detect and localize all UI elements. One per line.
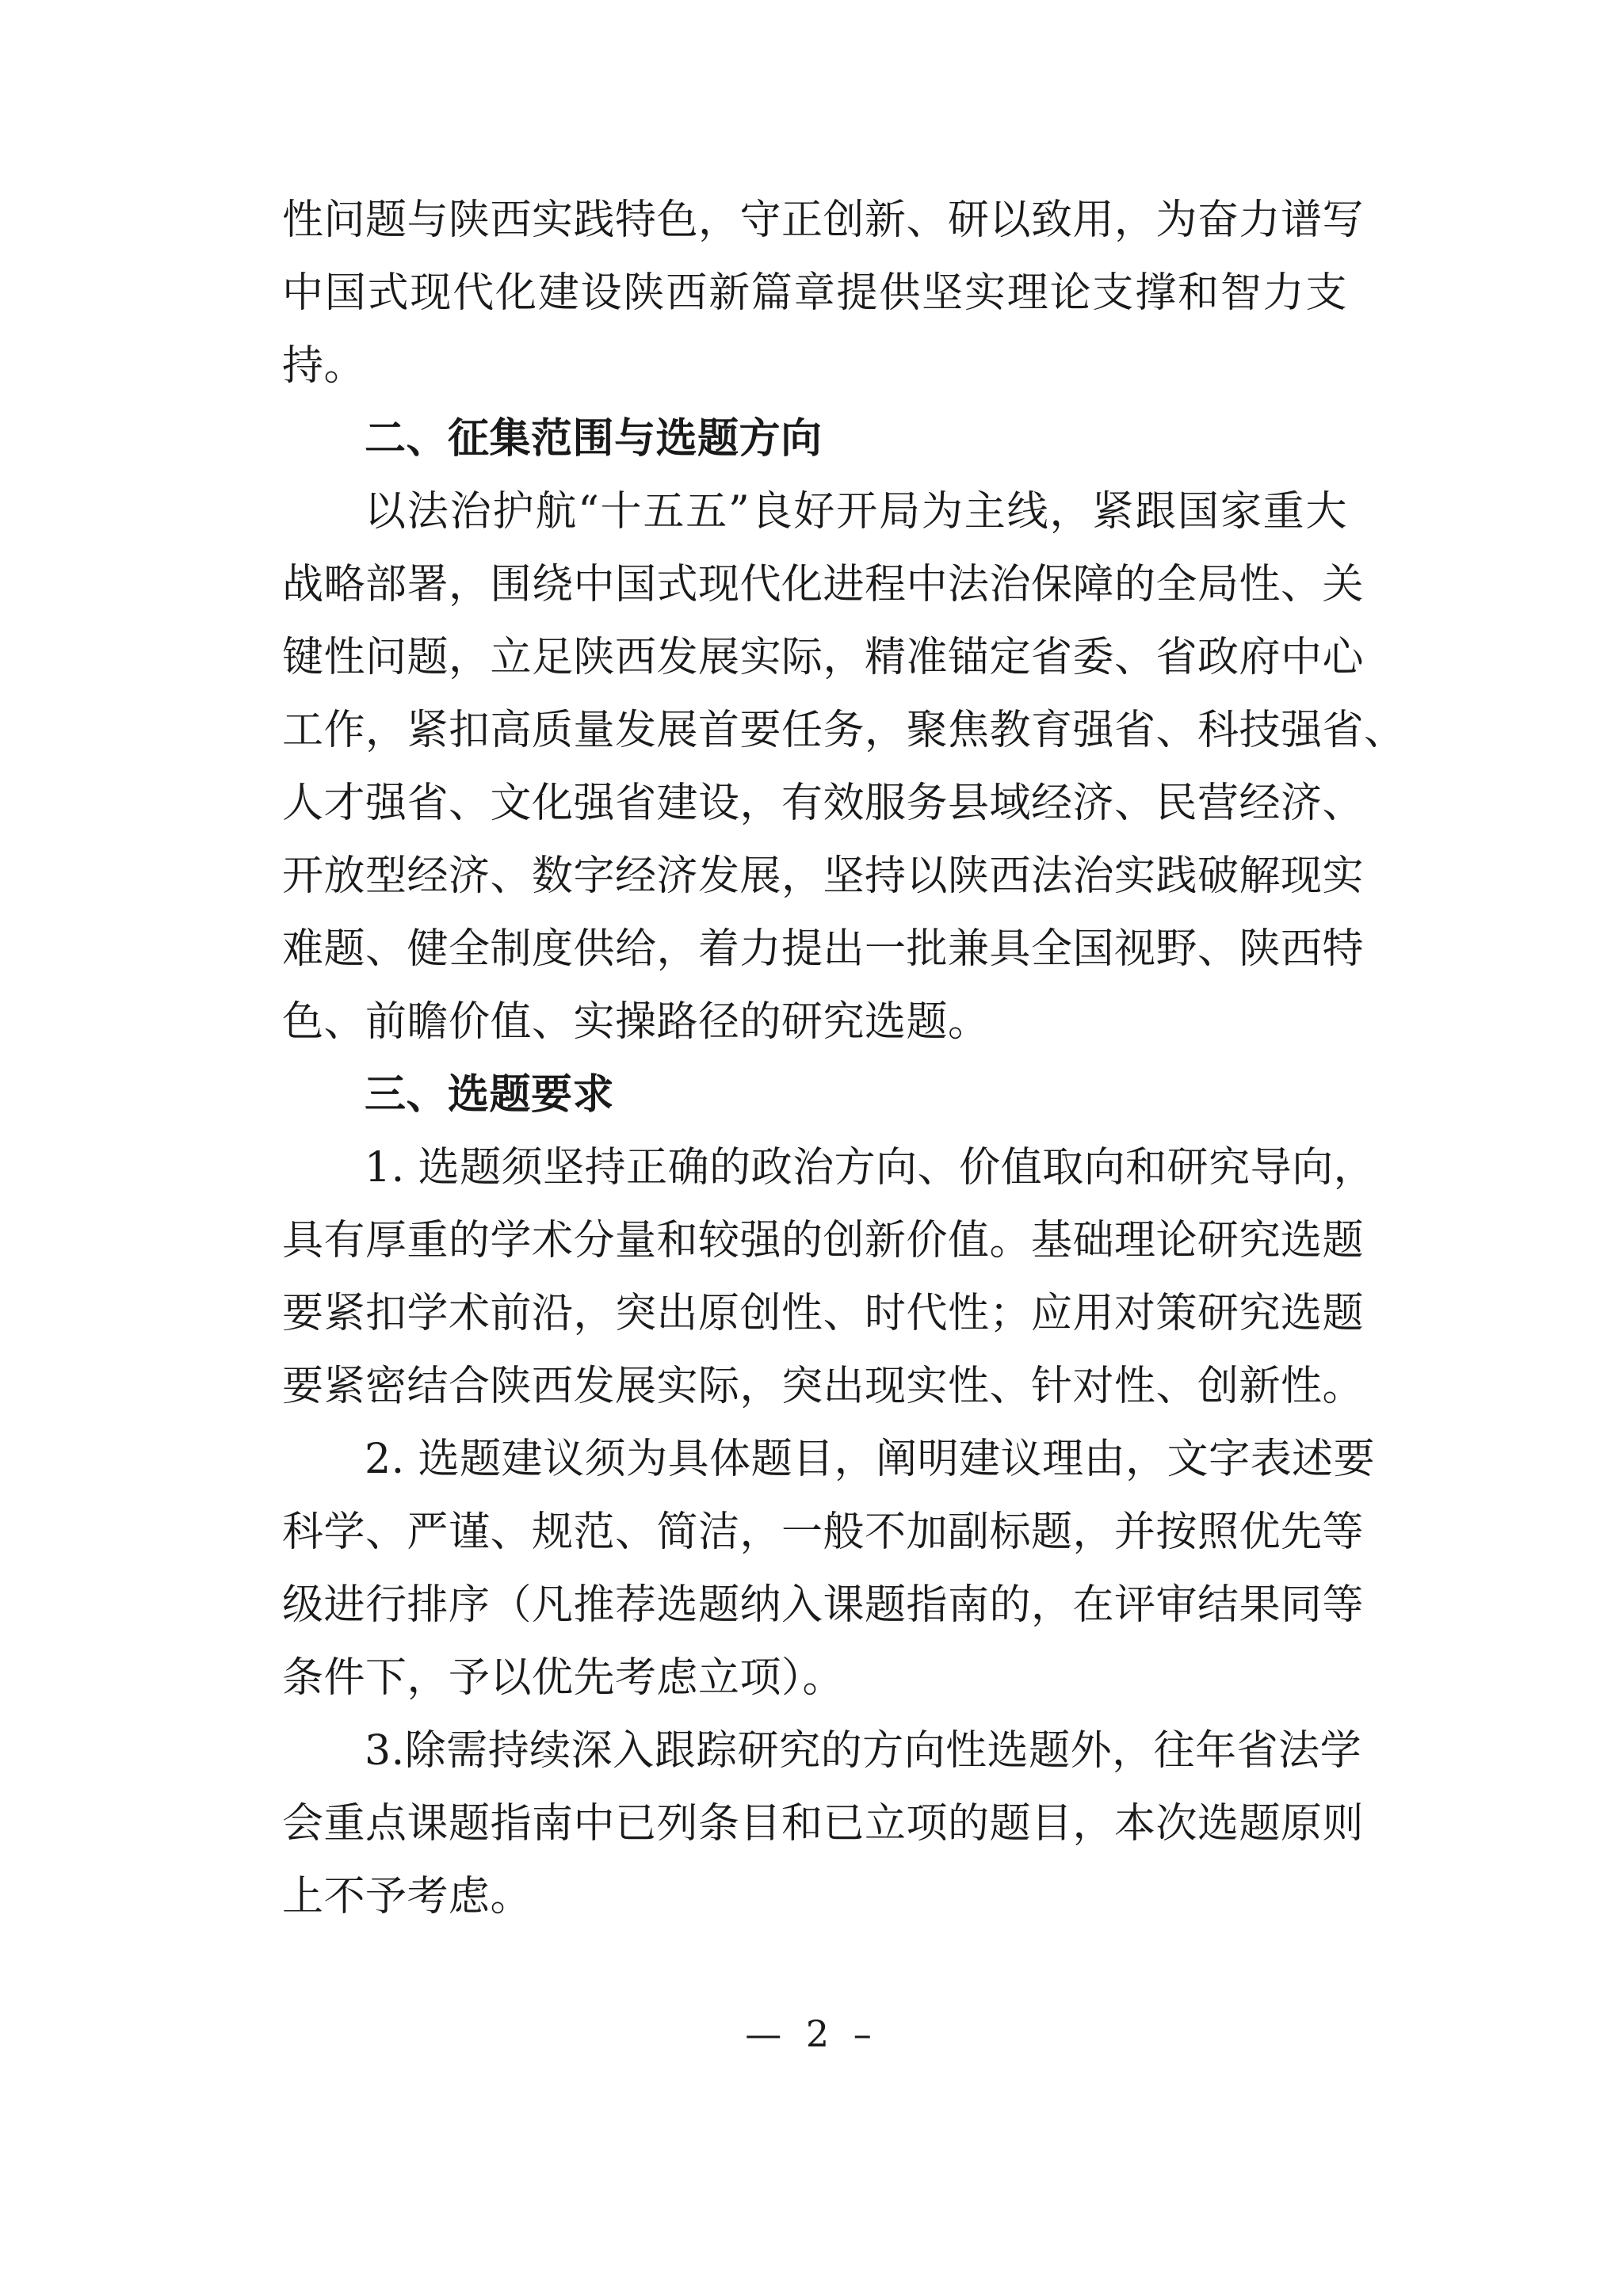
body-line: 科学、严谨、规范、简洁，一般不加副标题，并按照优先等 bbox=[282, 1508, 1365, 1556]
body-line: 要紧密结合陕西发展实际，突出现实性、针对性、创新性。 bbox=[282, 1363, 1365, 1410]
body-line: 人才强省、文化强省建设，有效服务县域经济、民营经济、 bbox=[282, 780, 1365, 827]
body-line: 性问题与陕西实践特色，守正创新、研以致用，为奋力谱写 bbox=[282, 196, 1365, 244]
body-line: 色、前瞻价值、实操路径的研究选题。 bbox=[282, 998, 990, 1046]
body-line: 会重点课题指南中已列条目和已立项的题目，本次选题原则 bbox=[282, 1800, 1365, 1848]
section-heading: 三、选题要求 bbox=[365, 1071, 615, 1119]
body-line: 条件下，予以优先考虑立项）。 bbox=[282, 1654, 845, 1702]
document-body bbox=[282, 184, 1406, 1933]
body-line: 持。 bbox=[282, 342, 366, 390]
body-line: 开放型经济、数字经济发展，坚持以陕西法治实践破解现实 bbox=[282, 852, 1365, 900]
body-line: 要紧扣学术前沿，突出原创性、时代性；应用对策研究选题 bbox=[282, 1290, 1365, 1337]
body-line: 1. 选题须坚持正确的政治方向、价值取向和研究导向， bbox=[365, 1144, 1376, 1192]
body-line: 键性问题，立足陕西发展实际，精准锚定省委、省政府中心 bbox=[282, 634, 1365, 681]
section-heading: 二、征集范围与选题方向 bbox=[365, 415, 823, 463]
body-line: 以法治护航“十五五”良好开局为主线，紧跟国家重大 bbox=[365, 488, 1347, 536]
body-line: 上不予考虑。 bbox=[282, 1873, 533, 1920]
body-line: 3.除需持续深入跟踪研究的方向性选题外，往年省法学 bbox=[365, 1727, 1362, 1775]
body-line: 难题、健全制度供给，着力提出一批兼具全国视野、陕西特 bbox=[282, 925, 1365, 973]
body-line: 具有厚重的学术分量和较强的创新价值。基础理论研究选题 bbox=[282, 1217, 1365, 1264]
body-line: 工作，紧扣高质量发展首要任务，聚焦教育强省、科技强省、 bbox=[282, 707, 1406, 754]
body-line: 2. 选题建议须为具体题目，阐明建议理由，文字表述要 bbox=[365, 1436, 1376, 1483]
page-number: — 2 – bbox=[745, 2012, 878, 2055]
body-line: 中国式现代化建设陕西新篇章提供坚实理论支撑和智力支 bbox=[282, 269, 1347, 317]
body-line: 战略部署，围绕中国式现代化进程中法治保障的全局性、关 bbox=[282, 561, 1365, 608]
body-line: 级进行排序（凡推荐选题纳入课题指南的，在评审结果同等 bbox=[282, 1581, 1365, 1629]
